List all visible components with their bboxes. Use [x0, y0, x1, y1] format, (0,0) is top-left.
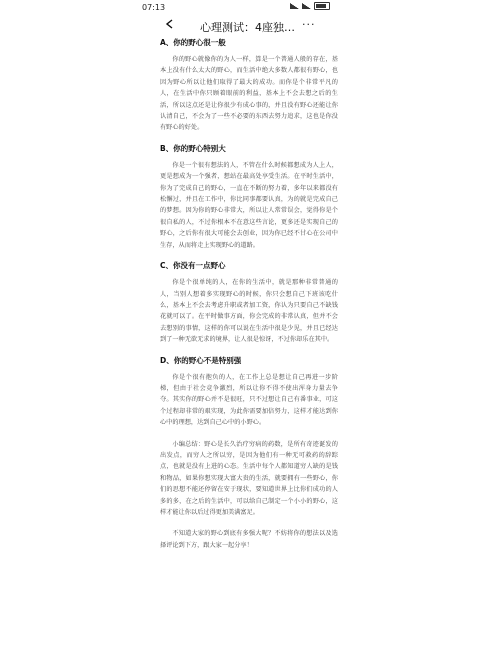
status-indicators [290, 2, 330, 10]
nav-bar [0, 14, 500, 38]
section-paragraph: 你是一个很有想法的人，不管在什么时候都想成为人上人，更是想成为一个强者，想站在最高处享受生活。在平时生活中，你为了完成自己的野心，一直在不断的努力着，多年以来都没有松懈过，并且在工作中，你比同事都要认真，为的就是完成自己的梦想。因为你的野心非常大，所以让人常常误会，觉得你是个很自私的人，不过你根本不在意这些言论，更多还是实现自己的野心，之后你有很大可能会去创业，因为你已经不甘心在公司中生存，从而将走上实现野心的道路。 [160, 161, 338, 249]
section-d [160, 356, 338, 552]
section-a [160, 38, 338, 134]
section-paragraph: 你是个很有抱负的人，在工作上总是想让自己再进一步阶梯，但由于社会竞争激烈，所以让你不得不使出浑身力量去争夺。其实你的野心并不是很旺，只不过想让自己有番事业，可这个过程却非常的艰实现，为此你需要加倍努力，这样才能达到你心中的理想，达到自己心中的小野心。 [160, 373, 338, 427]
article-content [160, 38, 338, 551]
section-heading: A、你的野心很一般 [160, 38, 226, 47]
section-b [160, 144, 338, 251]
status-time: 07:13 [142, 3, 166, 12]
more-options-icon[interactable]: ··· [302, 18, 316, 31]
back-arrow-icon[interactable] [165, 19, 175, 29]
section-c [160, 261, 338, 345]
status-bar [0, 0, 500, 14]
section-heading: D、你的野心不是特别强 [160, 355, 242, 365]
wifi-icon [302, 3, 311, 9]
battery-icon [314, 2, 330, 10]
closing-paragraph: 不知道大家的野心到底有多强大呢？不妨将你的想法以及选择评论到下方，跟大家一起分享！ [160, 530, 338, 549]
section-heading: B、你的野心特别大 [160, 143, 226, 153]
page-title: 心理测试：4座独… [200, 21, 295, 34]
section-paragraph: 你是个很单纯的人，在你的生活中，就是那种非常普通的人，当别人想着多实现野心的时候，你只会想自己下班该吃什么，基本上不会去考虑升职或者加工资，你认为只要自己不缺钱花就可以了。在平时做事方面，你会完成的非常认真，但并不会去想别的事情，这样的你可以说在生活中很是少见，并且已经达到了一种无欲无求的境界，让人很是惊讶，不过你却乐在其中。 [160, 279, 338, 344]
section-paragraph: 你的野心就像你的为人一样，算是一个普通人般的存在，基本上没有什么太大的野心，而生活中绝大多数人都很有野心，也因为野心所以让他们取得了最大的成功。而你是个非常平凡的人，在生活中你只顾着眼前的利益，基本上不会去想之后的生活，所以这点还是让你很少有成心事的，并且没有野心还能让你认清自己，不会为了一些不必要的东西去努力追求，这也是你没有野心的好处。 [160, 56, 338, 132]
signal-icon [290, 3, 299, 9]
section-heading: C、你没有一点野心 [160, 261, 226, 271]
summary-paragraph: 小编总结：野心是长久治疗穷病的药数，是所有奇迹诞发的出发点，而穷人之所以穷，是因为他们有一种无可救药的辞踪点，也就是没有上进的心态。生活中每个人都知道穷人缺的是钱和物品，如果你想实现大富大贵的生活，就要拥有一些野心，你们的思想不能还停留在安于现状，要知道世界上比你们成功的人多的多，在之后的生活中，可以给自己制定一个小小的野心，这样才能让你以后过得更加美满富足。 [160, 440, 338, 516]
